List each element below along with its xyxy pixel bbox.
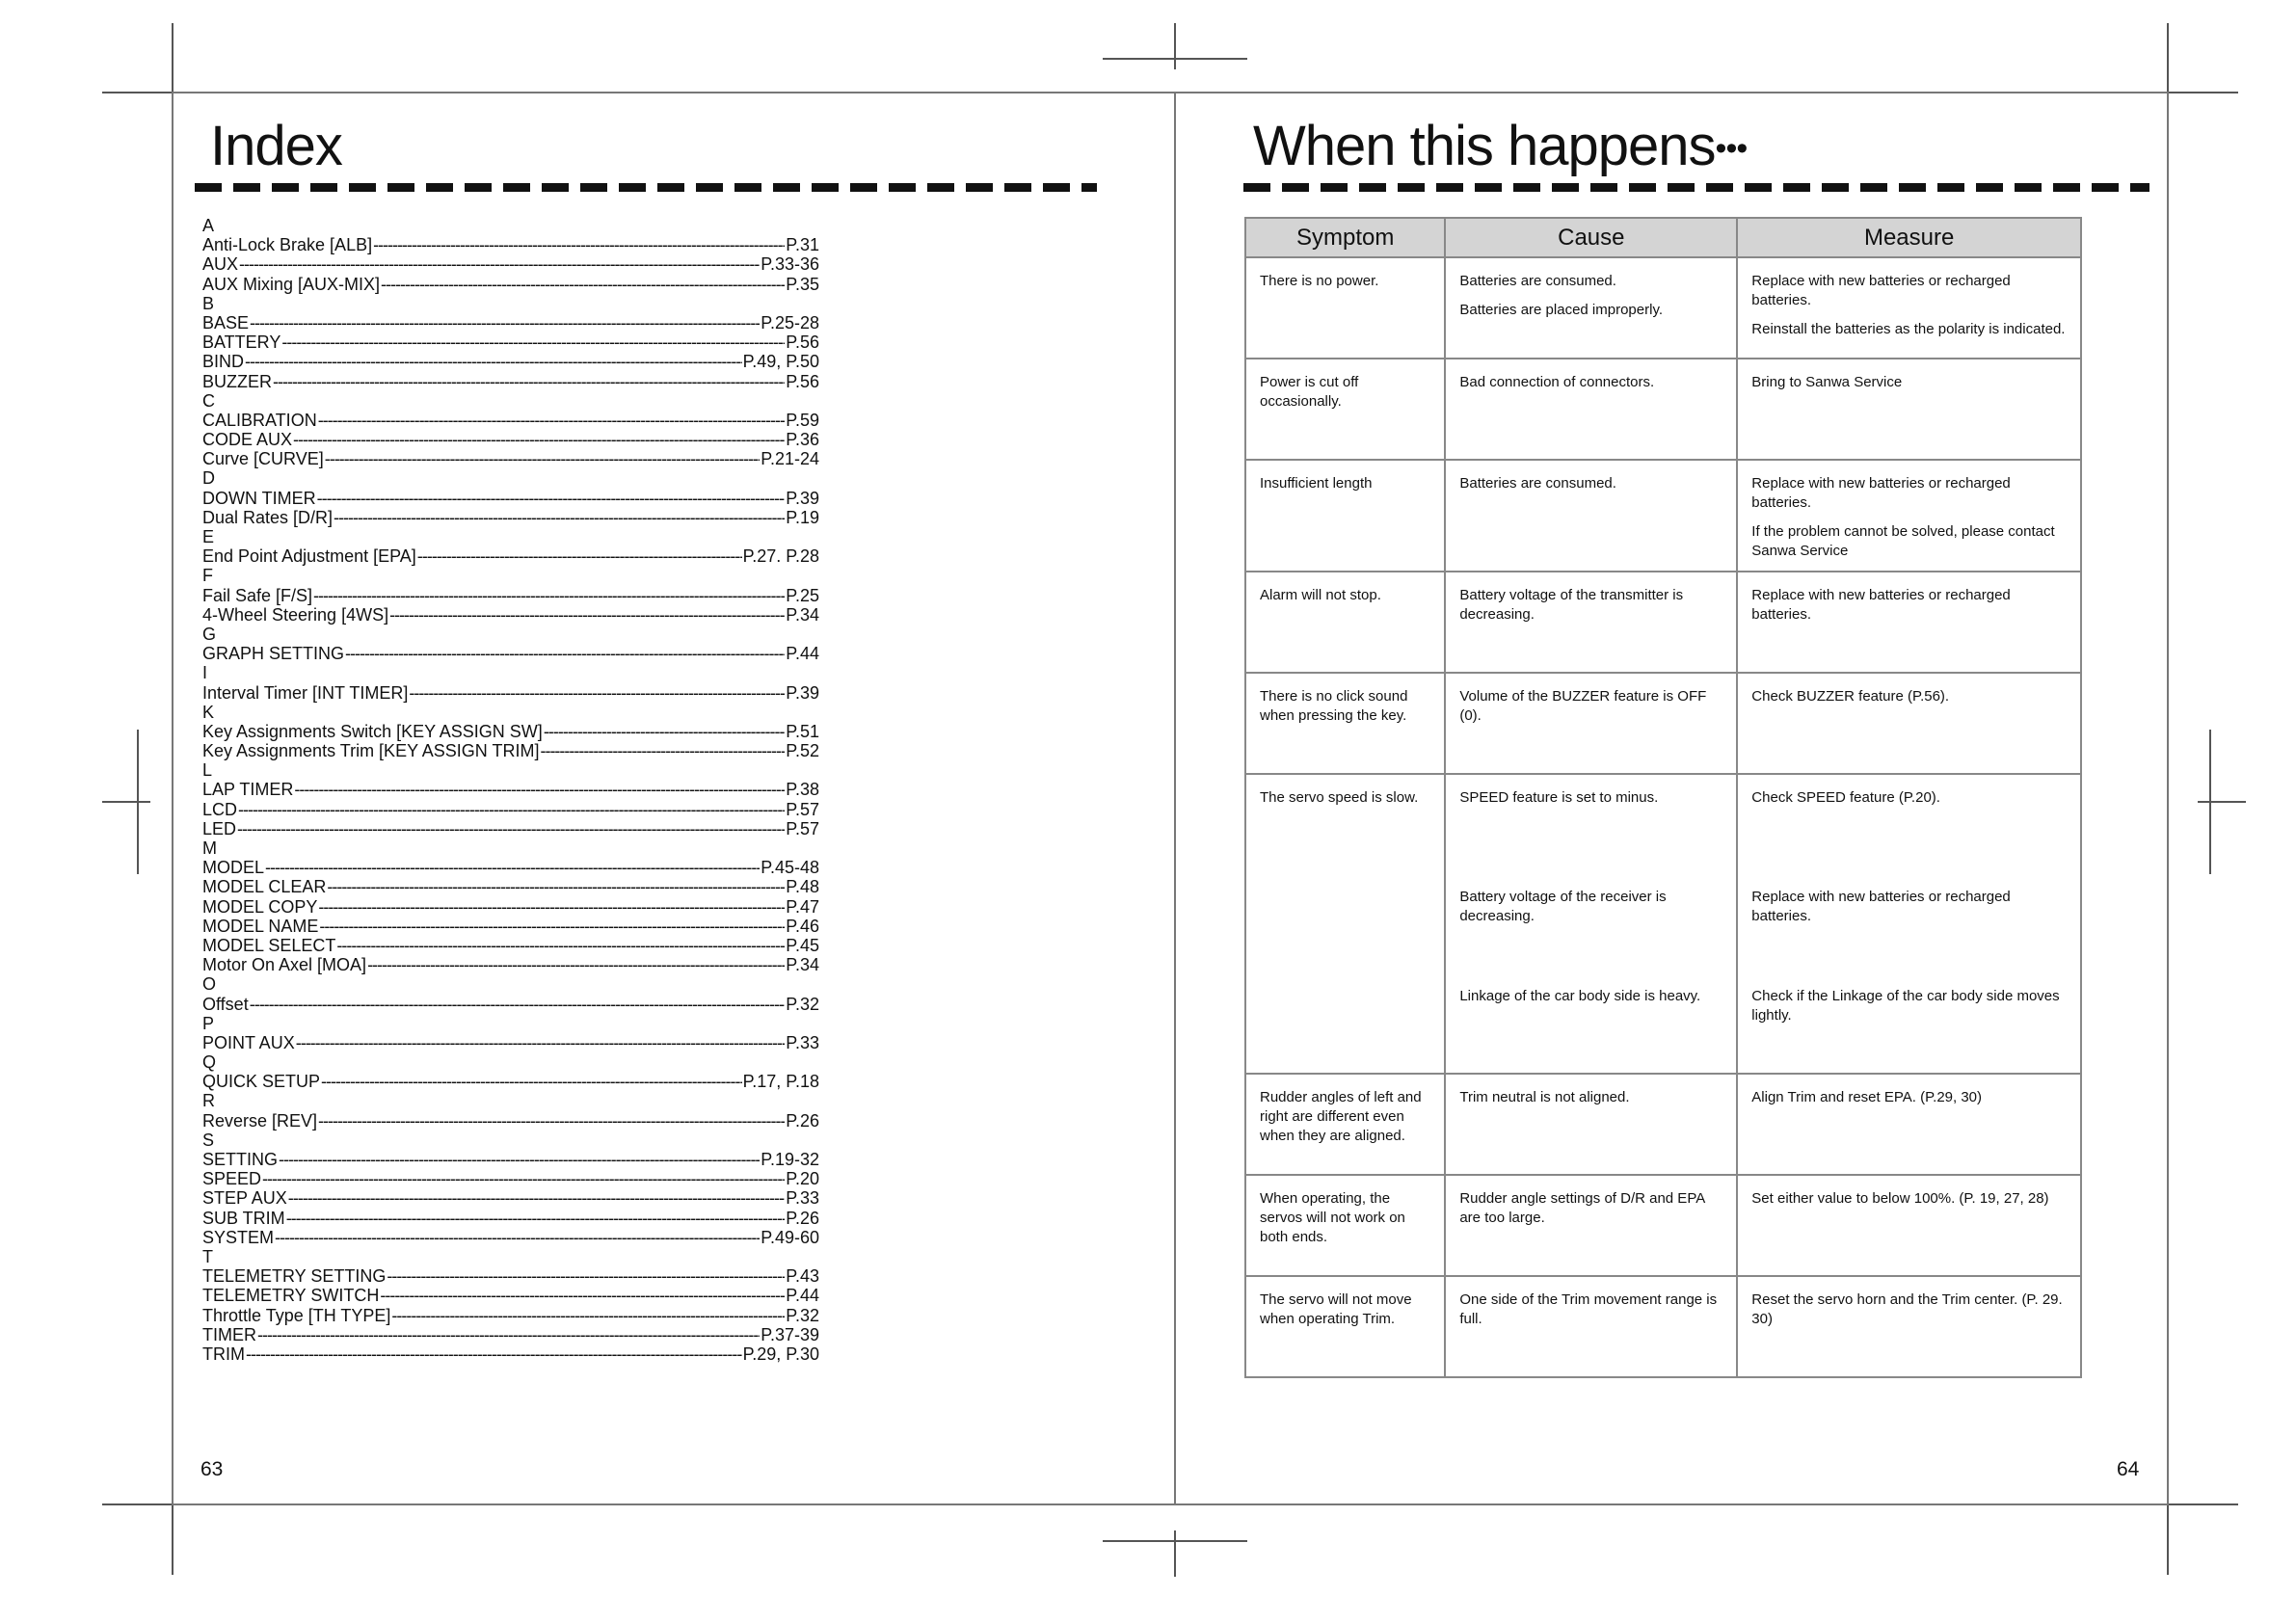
registration-mark bbox=[2198, 801, 2246, 803]
cell-cause bbox=[1445, 1276, 1737, 1377]
cell-measure bbox=[1737, 673, 2081, 774]
index-term: BASE bbox=[202, 312, 250, 333]
index-page-ref: P.39 bbox=[786, 682, 819, 703]
index-page-ref: P.36 bbox=[786, 430, 819, 450]
dot-leader bbox=[273, 372, 785, 391]
dot-leader bbox=[317, 489, 786, 508]
index-page-ref: P.19-32 bbox=[761, 1150, 819, 1169]
index-page-ref: P.51 bbox=[786, 721, 819, 741]
measure-text: Set either value to below 100%. (P. 19, 27, 28) bbox=[1751, 1190, 2049, 1207]
cause-text: Batteries are placed improperly. bbox=[1459, 302, 1663, 318]
crop-mark bbox=[102, 1503, 172, 1505]
header-cause: Cause bbox=[1445, 218, 1737, 257]
cell-cause bbox=[1445, 257, 1737, 359]
index-page-ref: P.52 bbox=[786, 741, 819, 761]
header-measure: Measure bbox=[1737, 218, 2081, 257]
index-term: AUX bbox=[202, 254, 239, 275]
cell-measure bbox=[1737, 1074, 2081, 1175]
cause-text: Battery voltage of the receiver is decreasing. bbox=[1459, 889, 1667, 924]
index-entry bbox=[202, 897, 819, 917]
title-divider bbox=[195, 183, 1097, 192]
dot-leader bbox=[246, 1344, 742, 1364]
index-entry bbox=[202, 313, 819, 333]
table-row bbox=[1245, 1074, 2081, 1175]
index-entry bbox=[202, 800, 819, 819]
table-row bbox=[1245, 673, 2081, 774]
cell-symptom bbox=[1245, 673, 1445, 774]
symptom-text: There is no power. bbox=[1260, 273, 1379, 289]
index-term: LCD bbox=[202, 799, 238, 819]
index-term: GRAPH SETTING bbox=[202, 644, 345, 664]
page-spine bbox=[1174, 92, 1176, 1505]
index-entry bbox=[202, 722, 819, 741]
dot-leader bbox=[417, 546, 742, 566]
index-term: SUB TRIM bbox=[202, 1208, 285, 1228]
dot-leader bbox=[319, 917, 785, 936]
index-page-ref: P.49-60 bbox=[761, 1227, 819, 1247]
measure-text: Reset the servo horn and the Trim center. (P. 29. 30) bbox=[1751, 1291, 2063, 1327]
cell-symptom bbox=[1245, 1276, 1445, 1377]
crop-mark bbox=[172, 23, 174, 93]
cause-text: Bad connection of connectors. bbox=[1459, 374, 1655, 390]
index-entry bbox=[202, 352, 819, 371]
index-term: Dual Rates [D/R] bbox=[202, 507, 334, 527]
measure-text: Reinstall the batteries as the polarity is indicated. bbox=[1751, 321, 2066, 337]
index-page-ref: P.20 bbox=[786, 1169, 819, 1189]
index-term: Anti-Lock Brake [ALB] bbox=[202, 235, 373, 255]
index-entry bbox=[202, 1306, 819, 1325]
index-entry bbox=[202, 1325, 819, 1344]
page-number: 64 bbox=[2117, 1458, 2140, 1480]
index-letter-heading: E bbox=[202, 527, 215, 546]
index-page-ref: P.25 bbox=[786, 585, 819, 605]
dot-leader bbox=[313, 586, 785, 605]
cell-measure bbox=[1737, 1276, 2081, 1377]
index-entry bbox=[202, 1344, 819, 1364]
dot-leader bbox=[286, 1209, 786, 1228]
cell-measure bbox=[1737, 774, 2081, 874]
dot-leader bbox=[238, 800, 785, 819]
index-letter-heading: D bbox=[202, 468, 215, 489]
index-page-ref: P.59 bbox=[786, 410, 819, 430]
dot-leader bbox=[288, 1188, 786, 1208]
index-entry bbox=[202, 877, 819, 896]
index-page-ref: P.33-36 bbox=[761, 254, 819, 275]
index-letter-heading: B bbox=[202, 293, 215, 313]
index-letter-heading: S bbox=[202, 1130, 215, 1150]
index-entry bbox=[202, 1266, 819, 1286]
index-term: SYSTEM bbox=[202, 1227, 275, 1247]
cell-symptom bbox=[1245, 257, 1445, 359]
index-letter-heading: C bbox=[202, 390, 215, 411]
index-page-ref: P.32 bbox=[786, 994, 819, 1014]
index-term: TELEMETRY SETTING bbox=[202, 1266, 387, 1287]
index-page-ref: P.21-24 bbox=[761, 449, 819, 469]
measure-text: Check BUZZER feature (P.56). bbox=[1751, 688, 1950, 705]
troubleshooting-table bbox=[1244, 217, 2082, 1378]
index-term: MODEL CLEAR bbox=[202, 877, 327, 897]
index-entry bbox=[202, 411, 819, 430]
index-entry bbox=[202, 1286, 819, 1305]
symptom-text: Insufficient length bbox=[1260, 475, 1373, 492]
table-row bbox=[1245, 973, 2081, 1074]
index-entry bbox=[202, 254, 819, 274]
index-title: Index bbox=[210, 115, 342, 177]
index-term: Fail Safe [F/S] bbox=[202, 585, 313, 605]
dot-leader bbox=[544, 722, 785, 741]
cell-symptom bbox=[1245, 1074, 1445, 1175]
index-list bbox=[202, 216, 819, 1364]
index-entry bbox=[202, 489, 819, 508]
index-page-ref: P.31 bbox=[786, 235, 819, 255]
index-entry bbox=[202, 449, 819, 468]
cause-text: Batteries are consumed. bbox=[1459, 475, 1616, 492]
cell-cause bbox=[1445, 973, 1737, 1074]
symptom-text: Alarm will not stop. bbox=[1260, 587, 1381, 603]
index-term: QUICK SETUP bbox=[202, 1072, 321, 1092]
index-entry bbox=[202, 1228, 819, 1247]
table-row bbox=[1245, 359, 2081, 460]
index-term: BIND bbox=[202, 352, 245, 372]
troubleshooting-title bbox=[1253, 114, 1747, 178]
dot-leader bbox=[367, 955, 785, 974]
index-entry bbox=[202, 955, 819, 974]
index-entry bbox=[202, 1033, 819, 1052]
index-page-ref: P.34 bbox=[786, 955, 819, 975]
dot-leader bbox=[262, 1169, 785, 1188]
crop-mark bbox=[2167, 23, 2169, 93]
index-entry bbox=[202, 995, 819, 1014]
dot-leader bbox=[387, 1266, 785, 1286]
index-page-ref: P.34 bbox=[786, 604, 819, 625]
dot-leader bbox=[336, 936, 785, 955]
dot-leader bbox=[245, 352, 742, 371]
symptom-text: Rudder angles of left and right are different even when they are aligned. bbox=[1260, 1089, 1422, 1144]
dot-leader bbox=[281, 333, 785, 352]
index-term: DOWN TIMER bbox=[202, 488, 316, 508]
index-page-ref: P.44 bbox=[786, 644, 819, 664]
index-letter-heading: I bbox=[202, 663, 208, 683]
index-page-ref: P.45-48 bbox=[761, 858, 819, 878]
index-page-ref: P.37-39 bbox=[761, 1324, 819, 1344]
index-page-ref: P.46 bbox=[786, 916, 819, 936]
index-term: CALIBRATION bbox=[202, 410, 317, 430]
dot-leader bbox=[381, 275, 785, 294]
cell-measure bbox=[1737, 359, 2081, 460]
cell-measure bbox=[1737, 874, 2081, 973]
index-entry bbox=[202, 586, 819, 605]
index-term: Key Assignments Switch [KEY ASSIGN SW] bbox=[202, 721, 543, 741]
dot-leader bbox=[296, 1033, 786, 1052]
index-term: LAP TIMER bbox=[202, 780, 294, 800]
index-term: Key Assignments Trim [KEY ASSIGN TRIM] bbox=[202, 741, 540, 761]
title-divider bbox=[1243, 183, 2149, 192]
page-number: 63 bbox=[200, 1458, 224, 1480]
registration-mark bbox=[1103, 58, 1247, 60]
index-term: STEP AUX bbox=[202, 1188, 287, 1209]
header-symptom: Symptom bbox=[1245, 218, 1445, 257]
index-term: SETTING bbox=[202, 1150, 279, 1169]
cause-text: Battery voltage of the transmitter is decreasing. bbox=[1459, 587, 1684, 623]
dot-leader bbox=[389, 605, 785, 625]
index-page-ref: P.26 bbox=[786, 1110, 819, 1131]
index-letter-heading: P bbox=[202, 1013, 215, 1033]
table-row bbox=[1245, 257, 2081, 359]
dot-leader bbox=[293, 430, 785, 449]
index-term: Interval Timer [INT TIMER] bbox=[202, 682, 409, 703]
crop-mark bbox=[102, 92, 172, 93]
index-page-ref: P.57 bbox=[786, 818, 819, 838]
dot-leader bbox=[409, 683, 785, 703]
title-text: When this happens bbox=[1253, 115, 1716, 177]
index-page-ref: P.47 bbox=[786, 896, 819, 917]
index-letter-heading: A bbox=[202, 216, 215, 235]
dot-leader bbox=[318, 411, 786, 430]
index-page-ref: P.29, P.30 bbox=[742, 1344, 819, 1364]
title-dots: ••• bbox=[1715, 130, 1748, 167]
index-page-ref: P.39 bbox=[786, 488, 819, 508]
index-entry bbox=[202, 508, 819, 527]
dot-leader bbox=[237, 819, 785, 838]
measure-text: Replace with new batteries or recharged batteries. bbox=[1751, 273, 2011, 308]
index-term: Offset bbox=[202, 994, 249, 1014]
index-entry bbox=[202, 372, 819, 391]
dot-leader bbox=[265, 858, 760, 877]
symptom-text: Power is cut off occasionally. bbox=[1260, 374, 1359, 410]
measure-text: If the problem cannot be solved, please contact Sanwa Service bbox=[1751, 523, 2055, 559]
index-letter-heading: F bbox=[202, 566, 213, 586]
index-page-ref: P.17, P.18 bbox=[742, 1072, 819, 1092]
index-term: MODEL NAME bbox=[202, 916, 319, 936]
index-page-ref: P.48 bbox=[786, 877, 819, 897]
crop-mark bbox=[2167, 1505, 2169, 1575]
cell-measure bbox=[1737, 257, 2081, 359]
index-entry bbox=[202, 1072, 819, 1091]
dot-leader bbox=[345, 644, 785, 663]
index-page-ref: P.49, P.50 bbox=[742, 352, 819, 372]
index-entry bbox=[202, 683, 819, 703]
index-page-ref: P.38 bbox=[786, 780, 819, 800]
table-row bbox=[1245, 460, 2081, 572]
dot-leader bbox=[279, 1150, 760, 1169]
index-term: POINT AUX bbox=[202, 1032, 295, 1052]
dot-leader bbox=[250, 995, 786, 1014]
dot-leader bbox=[373, 235, 785, 254]
cause-text: Batteries are consumed. bbox=[1459, 273, 1616, 289]
index-page-ref: P.32 bbox=[786, 1305, 819, 1325]
index-entry bbox=[202, 917, 819, 936]
registration-mark bbox=[1174, 1530, 1176, 1577]
cell-symptom bbox=[1245, 572, 1445, 673]
index-term: TELEMETRY SWITCH bbox=[202, 1286, 380, 1306]
dot-leader bbox=[380, 1286, 785, 1305]
cell-symptom bbox=[1245, 359, 1445, 460]
cell-measure bbox=[1737, 973, 2081, 1074]
index-term: TIMER bbox=[202, 1324, 256, 1344]
index-page-ref: P.57 bbox=[786, 799, 819, 819]
index-term: MODEL bbox=[202, 858, 265, 878]
crop-mark bbox=[2169, 1503, 2238, 1505]
cell-measure bbox=[1737, 460, 2081, 572]
index-page-ref: P.35 bbox=[786, 274, 819, 294]
index-term: LED bbox=[202, 818, 237, 838]
index-entry bbox=[202, 275, 819, 294]
cause-text: Linkage of the car body side is heavy. bbox=[1459, 988, 1701, 1004]
cause-text: One side of the Trim movement range is full. bbox=[1459, 1291, 1718, 1327]
index-page-ref: P.33 bbox=[786, 1188, 819, 1209]
index-letter-heading: M bbox=[202, 838, 217, 858]
index-entry bbox=[202, 1150, 819, 1169]
index-page-ref: P.26 bbox=[786, 1208, 819, 1228]
dot-leader bbox=[257, 1325, 760, 1344]
index-entry bbox=[202, 819, 819, 838]
dot-leader bbox=[318, 1111, 785, 1131]
index-entry bbox=[202, 644, 819, 663]
cell-cause bbox=[1445, 1175, 1737, 1276]
index-page-ref: P.19 bbox=[786, 507, 819, 527]
cell-symptom bbox=[1245, 973, 1445, 1074]
dot-leader bbox=[325, 449, 761, 468]
index-entry bbox=[202, 546, 819, 566]
cell-cause bbox=[1445, 673, 1737, 774]
dot-leader bbox=[327, 877, 785, 896]
index-term: CODE AUX bbox=[202, 430, 293, 450]
index-entry bbox=[202, 780, 819, 799]
symptom-text: When operating, the servos will not work on both ends. bbox=[1260, 1190, 1405, 1245]
cell-measure bbox=[1737, 572, 2081, 673]
table-row bbox=[1245, 874, 2081, 973]
cause-text: Rudder angle settings of D/R and EPA are too large. bbox=[1459, 1190, 1705, 1226]
dot-leader bbox=[275, 1228, 760, 1247]
index-term: AUX Mixing [AUX-MIX] bbox=[202, 274, 381, 294]
cause-text: SPEED feature is set to minus. bbox=[1459, 789, 1659, 806]
index-entry bbox=[202, 1169, 819, 1188]
dot-leader bbox=[294, 780, 785, 799]
index-page-ref: P.44 bbox=[786, 1286, 819, 1306]
symptom-text: The servo will not move when operating Trim. bbox=[1260, 1291, 1412, 1327]
index-letter-heading: Q bbox=[202, 1052, 217, 1073]
index-term: Motor On Axel [MOA] bbox=[202, 955, 367, 975]
measure-text: Replace with new batteries or recharged batteries. bbox=[1751, 475, 2011, 511]
index-entry bbox=[202, 333, 819, 352]
registration-mark bbox=[102, 801, 150, 803]
dot-leader bbox=[391, 1306, 785, 1325]
index-term: BATTERY bbox=[202, 333, 281, 353]
measure-text: Check SPEED feature (P.20). bbox=[1751, 789, 1940, 806]
measure-text: Replace with new batteries or recharged batteries. bbox=[1751, 587, 2011, 623]
index-entry bbox=[202, 1111, 819, 1131]
registration-mark bbox=[1103, 1540, 1247, 1542]
cell-cause bbox=[1445, 1074, 1737, 1175]
table-row bbox=[1245, 1276, 2081, 1377]
table-header-row bbox=[1245, 218, 2081, 257]
index-entry bbox=[202, 235, 819, 254]
symptom-text: There is no click sound when pressing the key. bbox=[1260, 688, 1408, 724]
cell-cause bbox=[1445, 572, 1737, 673]
dot-leader bbox=[321, 1072, 742, 1091]
table-row bbox=[1245, 572, 2081, 673]
index-page-ref: P.25-28 bbox=[761, 312, 819, 333]
table-row bbox=[1245, 1175, 2081, 1276]
cell-symptom bbox=[1245, 460, 1445, 572]
index-term: 4-Wheel Steering [4WS] bbox=[202, 604, 389, 625]
cause-text: Volume of the BUZZER feature is OFF (0). bbox=[1459, 688, 1707, 724]
dot-leader bbox=[334, 508, 785, 527]
dot-leader bbox=[540, 741, 785, 760]
index-entry bbox=[202, 605, 819, 625]
registration-mark bbox=[1174, 23, 1176, 69]
index-letter-heading: G bbox=[202, 624, 217, 644]
measure-text: Check if the Linkage of the car body side moves lightly. bbox=[1751, 988, 2060, 1024]
cell-symptom bbox=[1245, 774, 1445, 874]
dot-leader bbox=[318, 897, 785, 917]
table-row bbox=[1245, 774, 2081, 874]
index-page-ref: P.56 bbox=[786, 333, 819, 353]
cause-text: Trim neutral is not aligned. bbox=[1459, 1089, 1630, 1105]
index-letter-heading: T bbox=[202, 1246, 213, 1266]
index-page-ref: P.43 bbox=[786, 1266, 819, 1287]
dot-leader bbox=[239, 254, 760, 274]
cell-cause bbox=[1445, 874, 1737, 973]
crop-mark bbox=[172, 1505, 174, 1575]
index-page-ref: P.33 bbox=[786, 1032, 819, 1052]
crop-mark bbox=[2169, 92, 2238, 93]
index-term: End Point Adjustment [EPA] bbox=[202, 546, 416, 567]
index-entry bbox=[202, 1188, 819, 1208]
index-term: Throttle Type [TH TYPE] bbox=[202, 1305, 391, 1325]
index-term: SPEED bbox=[202, 1169, 262, 1189]
index-page-ref: P.27. P.28 bbox=[742, 546, 819, 567]
symptom-text: The servo speed is slow. bbox=[1260, 789, 1419, 806]
index-term: BUZZER bbox=[202, 371, 272, 391]
index-entry bbox=[202, 1209, 819, 1228]
index-letter-heading: R bbox=[202, 1091, 215, 1111]
index-letter-heading: O bbox=[202, 974, 217, 995]
index-entry bbox=[202, 430, 819, 449]
measure-text: Bring to Sanwa Service bbox=[1751, 374, 1903, 390]
index-letter-heading: K bbox=[202, 702, 215, 722]
index-entry bbox=[202, 936, 819, 955]
index-letter-heading: L bbox=[202, 760, 213, 781]
index-entry bbox=[202, 858, 819, 877]
cell-cause bbox=[1445, 774, 1737, 874]
dot-leader bbox=[250, 313, 760, 333]
measure-text: Replace with new batteries or recharged batteries. bbox=[1751, 889, 2011, 924]
index-term: TRIM bbox=[202, 1344, 245, 1364]
index-term: MODEL SELECT bbox=[202, 935, 336, 955]
measure-text: Align Trim and reset EPA. (P.29, 30) bbox=[1751, 1089, 1983, 1105]
cell-cause bbox=[1445, 359, 1737, 460]
index-page-ref: P.56 bbox=[786, 371, 819, 391]
index-term: MODEL COPY bbox=[202, 896, 318, 917]
cell-symptom bbox=[1245, 874, 1445, 973]
index-term: Curve [CURVE] bbox=[202, 449, 324, 469]
index-page-ref: P.45 bbox=[786, 935, 819, 955]
index-entry bbox=[202, 741, 819, 760]
cell-cause bbox=[1445, 460, 1737, 572]
index-term: Reverse [REV] bbox=[202, 1110, 318, 1131]
cell-measure bbox=[1737, 1175, 2081, 1276]
cell-symptom bbox=[1245, 1175, 1445, 1276]
